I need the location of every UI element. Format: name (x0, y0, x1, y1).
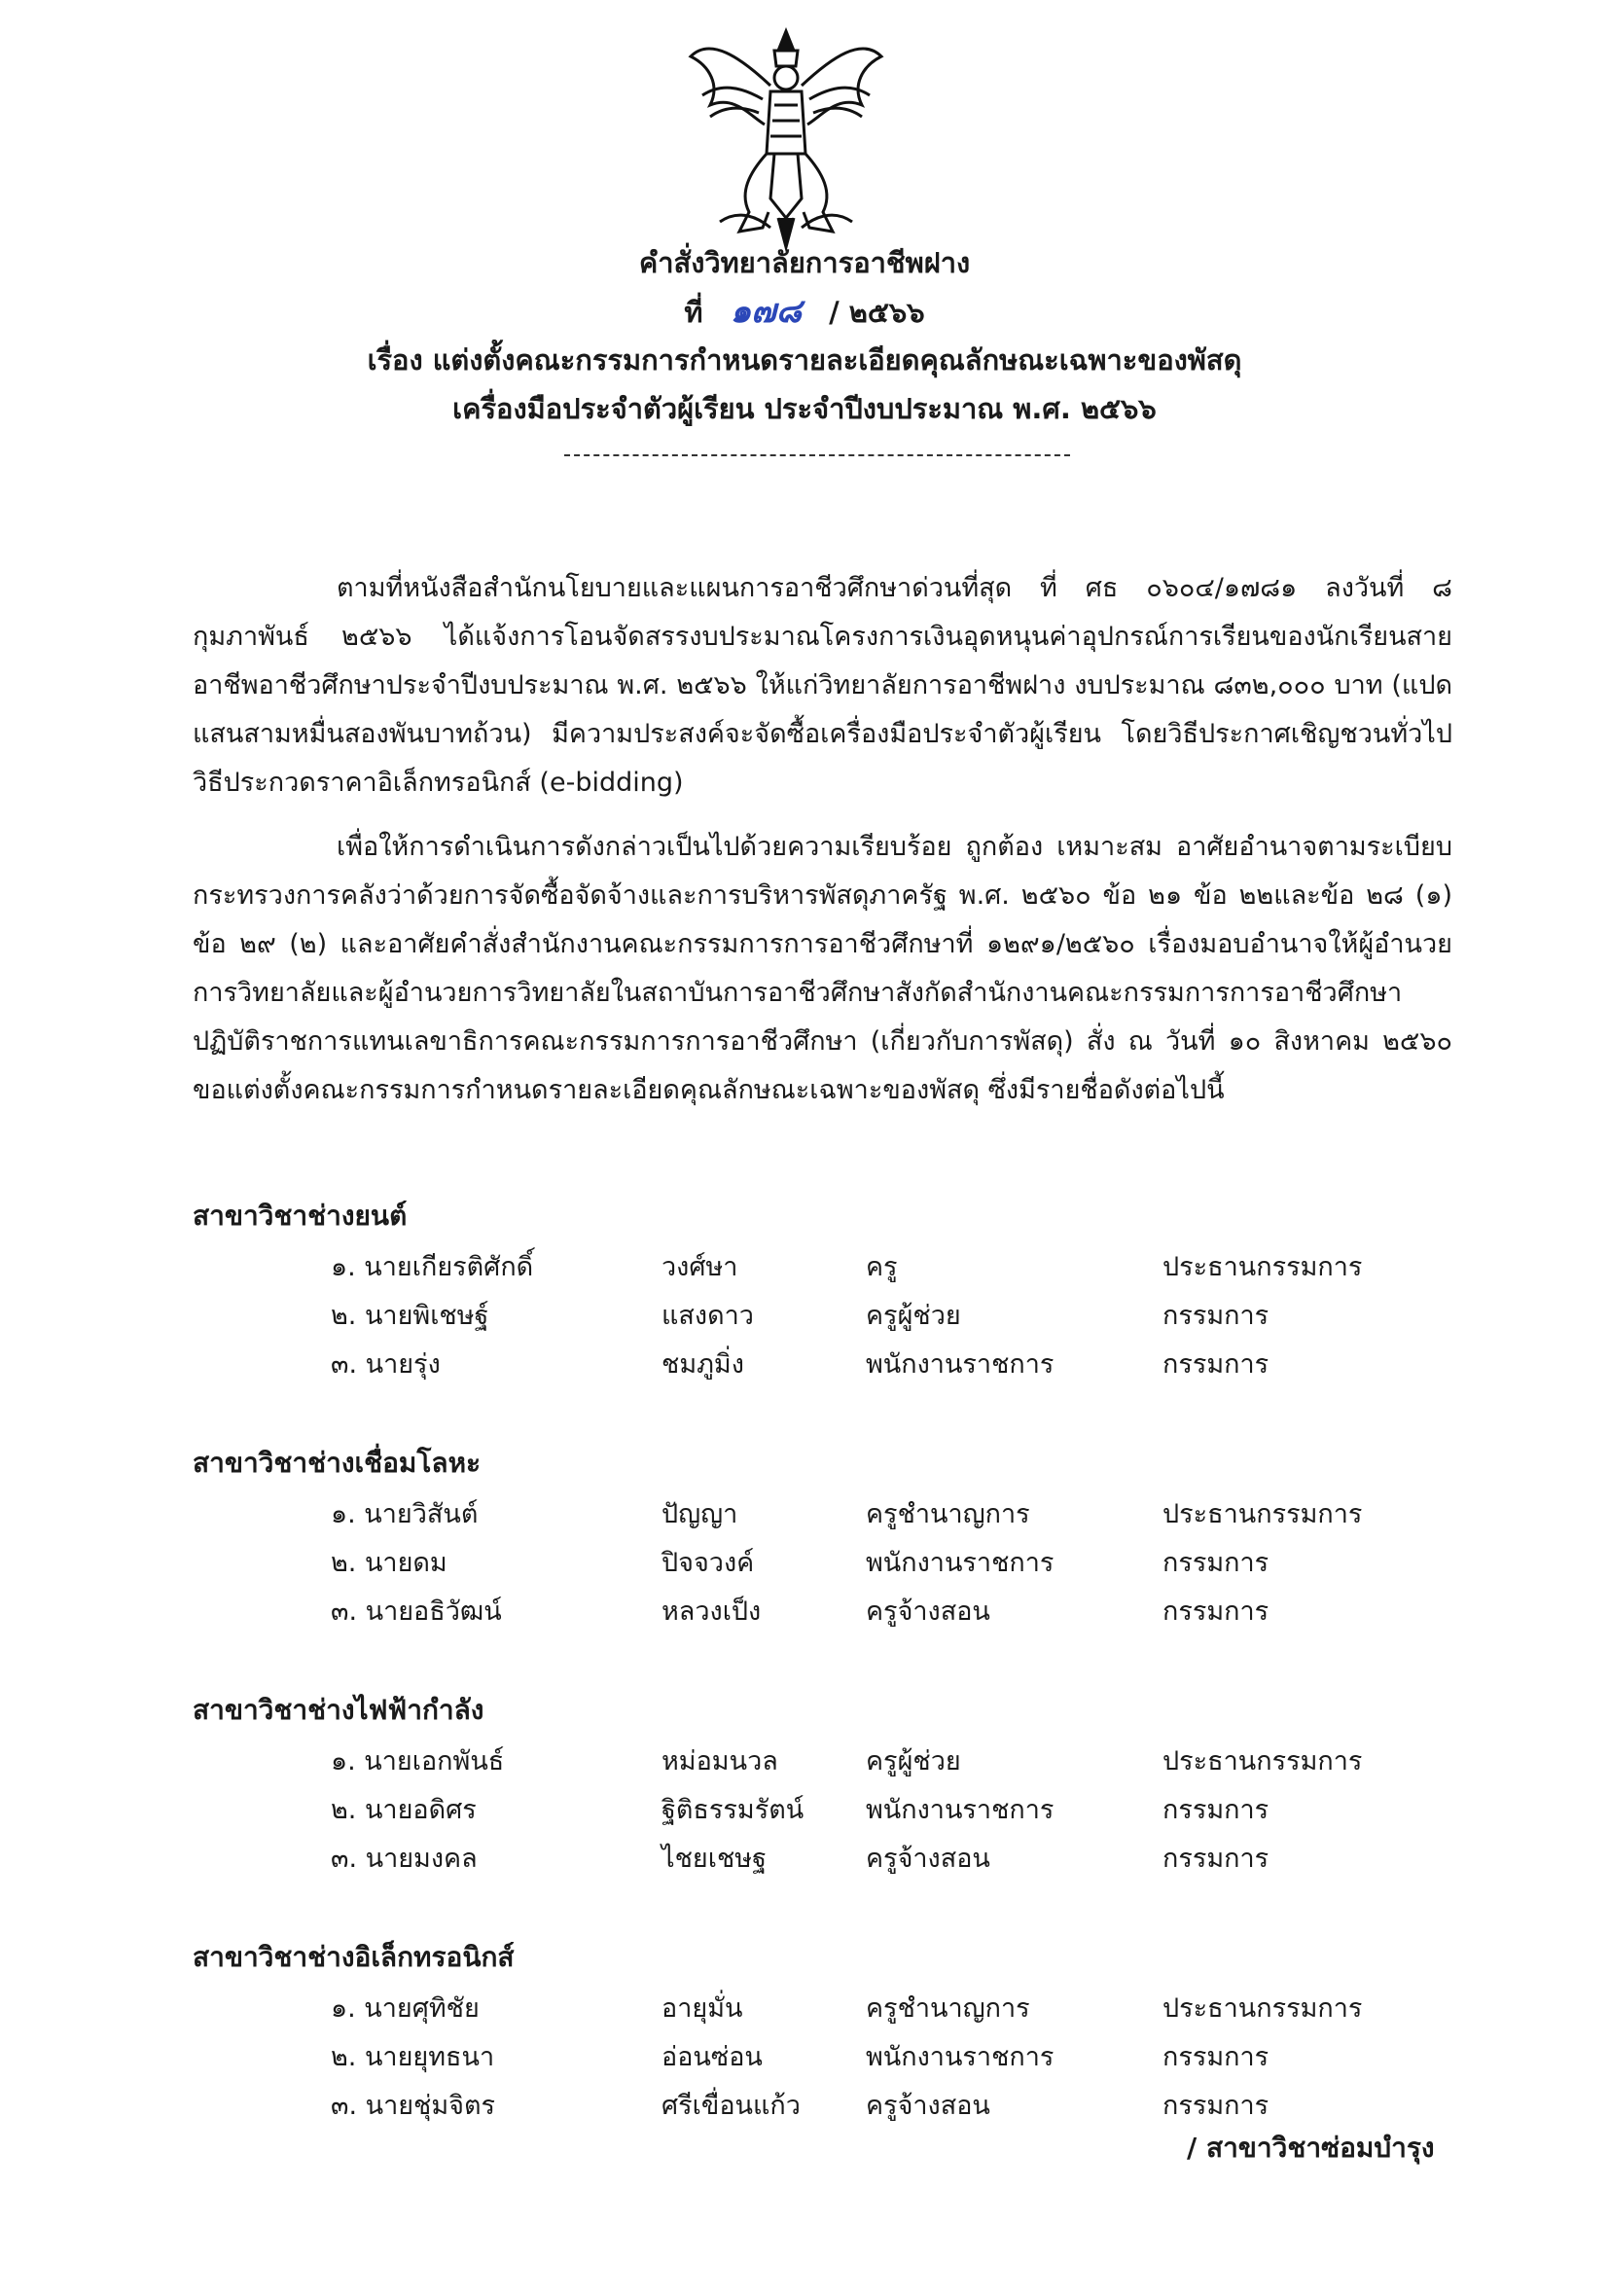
member-surname: หลวงเป็ง (661, 1596, 762, 1627)
member-position: ครูชำนาญการ (866, 1993, 1030, 2024)
paragraph-1-text: ตามที่หนังสือสำนักนโยบายและแผนการอาชีวศึกษาด่วนที่สุด ที่ ศธ ๐๖๐๔/๑๗๘๑ ลงวันที่ ๘ กุมภาพันธ์ ๒๕๖๖ ได้แจ้งการโอนจัดสรรงบประมาณโครงการเงินอุดหนุนค่าอุปกรณ์การเรียนของนักเรียนสายอาชีพอาชีวศึกษาประจำปีงบประมาณ พ.ศ. ๒๕๖๖ ให้แก่วิทยาลัยการอาชีพฝาง งบประมาณ ๘๓๒,๐๐๐ บาท (แปดแสนสามหมื่นสองพันบาทถ้วน) มีความประสงค์จะจัดซื้อเครื่องมือประจำตัวผู้เรียน โดยวิธีประกาศเชิญชวนทั่วไป วิธีประกวดราคาอิเล็กทรอนิกส์ (e-bidding) (193, 573, 1452, 798)
member-position: ครู (866, 1252, 898, 1282)
section-heading: สาขาวิชาช่างยนต์ (193, 1200, 408, 1232)
member-role: กรรมการ (1162, 1844, 1269, 1874)
order-number-year: / ๒๕๖๖ (829, 296, 925, 329)
member-name: ๓. นายชุ่มจิตร (331, 2091, 496, 2121)
member-role: ประธานกรรมการ (1162, 1499, 1363, 1529)
member-row (0, 1987, 1609, 2031)
order-subject-line2: เครื่องมือประจำตัวผู้เรียน ประจำปีงบประมาณ พ.ศ. ๒๕๖๖ (452, 392, 1157, 425)
order-subject-line1: เรื่อง แต่งตั้งคณะกรรมการกำหนดรายละเอียดคุณลักษณะเฉพาะของพัสดุ (367, 343, 1242, 377)
member-position: ครูผู้ช่วย (866, 1301, 961, 1331)
member-position: ครูชำนาญการ (866, 1499, 1030, 1529)
member-row (0, 1837, 1609, 1882)
member-position: พนักงานราชการ (866, 1795, 1055, 1825)
member-role: ประธานกรรมการ (1162, 1993, 1363, 2024)
section-heading: สาขาวิชาช่างอิเล็กทรอนิกส์ (193, 1941, 515, 1973)
member-surname: ไชยเชษฐ (661, 1844, 767, 1874)
member-row (0, 1245, 1609, 1290)
section-heading: สาขาวิชาช่างเชื่อมโลหะ (193, 1447, 482, 1479)
member-surname: หม่อมนวล (661, 1746, 778, 1776)
paragraph-1 (193, 564, 1452, 807)
member-row (0, 1294, 1609, 1339)
member-surname: แสงดาว (661, 1301, 754, 1331)
member-name: ๓. นายอธิวัฒน์ (331, 1596, 502, 1627)
member-position: พนักงานราชการ (866, 1349, 1055, 1380)
section-heading: สาขาวิชาช่างไฟฟ้ากำลัง (193, 1694, 484, 1726)
order-number-handwritten: ๑๗๘ (730, 292, 802, 331)
header-divider (564, 454, 1070, 456)
member-role: กรรมการ (1162, 1301, 1269, 1331)
member-row (0, 2035, 1609, 2080)
member-position: ครูจ้างสอน (866, 1844, 990, 1874)
member-role: กรรมการ (1162, 1795, 1269, 1825)
member-position: ครูจ้างสอน (866, 2091, 990, 2121)
member-role: กรรมการ (1162, 1596, 1269, 1627)
member-name: ๓. นายรุ่ง (331, 1349, 441, 1380)
member-row (0, 1492, 1609, 1537)
order-title: คำสั่งวิทยาลัยการอาชีพฝาง (638, 246, 971, 279)
garuda-emblem-icon (681, 27, 891, 253)
order-number-prefix: ที่ (684, 296, 703, 329)
member-name: ๑. นายศุทิชัย (331, 1993, 480, 2024)
member-name: ๒. นายยุทธนา (331, 2042, 495, 2072)
member-surname: วงศ์ษา (661, 1252, 738, 1282)
member-name: ๒. นายพิเชษฐ์ (331, 1301, 489, 1331)
paragraph-2-text: เพื่อให้การดำเนินการดังกล่าวเป็นไปด้วยความเรียบร้อย ถูกต้อง เหมาะสม อาศัยอำนาจตามระเบียบกระทรวงการคลังว่าด้วยการจัดซื้อจัดจ้างและการบริหารพัสดุภาครัฐ พ.ศ. ๒๕๖๐ ข้อ ๒๑ ข้อ ๒๒และข้อ ๒๘ (๑) ข้อ ๒๙ (๒) และอาศัยคำสั่งสำนักงานคณะกรรมการการอาชีวศึกษาที่ ๑๒๙๑/๒๕๖๐ เรื่องมอบอำนาจให้ผู้อำนวยการวิทยาลัยและผู้อำนวยการวิทยาลัยในสถาบันการอาชีวศึกษาสังกัดสำนักงานคณะกรรมการการอาชีวศึกษา ปฏิบัติราชการแทนเลขาธิการคณะกรรมการการอาชีวศึกษา (เกี่ยวกับการพัสดุ) สั่ง ณ วันที่ ๑๐ สิงหาคม ๒๕๖๐ ขอแต่งตั้งคณะกรรมการกำหนดรายละเอียดคุณลักษณะเฉพาะของพัสดุ ซึ่งมีรายชื่อดังต่อไปนี้ (193, 832, 1452, 1105)
member-name: ๑. นายเอกพันธ์ (331, 1746, 505, 1776)
member-surname: ฐิติธรรมรัตน์ (661, 1795, 804, 1825)
member-position: พนักงานราชการ (866, 2042, 1055, 2072)
member-role: ประธานกรรมการ (1162, 1746, 1363, 1776)
member-position: ครูจ้างสอน (866, 1596, 990, 1627)
member-row (0, 2084, 1609, 2129)
member-row (0, 1788, 1609, 1833)
member-row (0, 1590, 1609, 1634)
member-role: กรรมการ (1162, 1349, 1269, 1380)
member-role: ประธานกรรมการ (1162, 1252, 1363, 1282)
order-number (0, 292, 1609, 332)
member-surname: ปิจจวงค์ (661, 1548, 755, 1578)
continuation-note: / สาขาวิชาซ่อมบำรุง (1187, 2132, 1435, 2164)
member-surname: ศรีเขื่อนแก้ว (661, 2091, 801, 2121)
member-name: ๑. นายวิสันต์ (331, 1499, 479, 1529)
member-surname: ชมภูมิ่ง (661, 1349, 744, 1380)
member-role: กรรมการ (1162, 2091, 1269, 2121)
paragraph-2 (193, 823, 1452, 1115)
member-name: ๒. นายอดิศร (331, 1795, 477, 1825)
member-position: ครูผู้ช่วย (866, 1746, 961, 1776)
member-position: พนักงานราชการ (866, 1548, 1055, 1578)
member-name: ๓. นายมงคล (331, 1844, 478, 1874)
member-surname: ปัญญา (661, 1499, 738, 1529)
member-surname: อ่อนซ่อน (661, 2042, 763, 2072)
member-row (0, 1740, 1609, 1784)
member-name: ๒. นายดม (331, 1548, 447, 1578)
member-role: กรรมการ (1162, 2042, 1269, 2072)
member-row (0, 1343, 1609, 1387)
member-role: กรรมการ (1162, 1548, 1269, 1578)
member-name: ๑. นายเกียรติศักดิ์ (331, 1252, 534, 1282)
member-row (0, 1541, 1609, 1586)
member-surname: อายุมั่น (661, 1993, 743, 2024)
